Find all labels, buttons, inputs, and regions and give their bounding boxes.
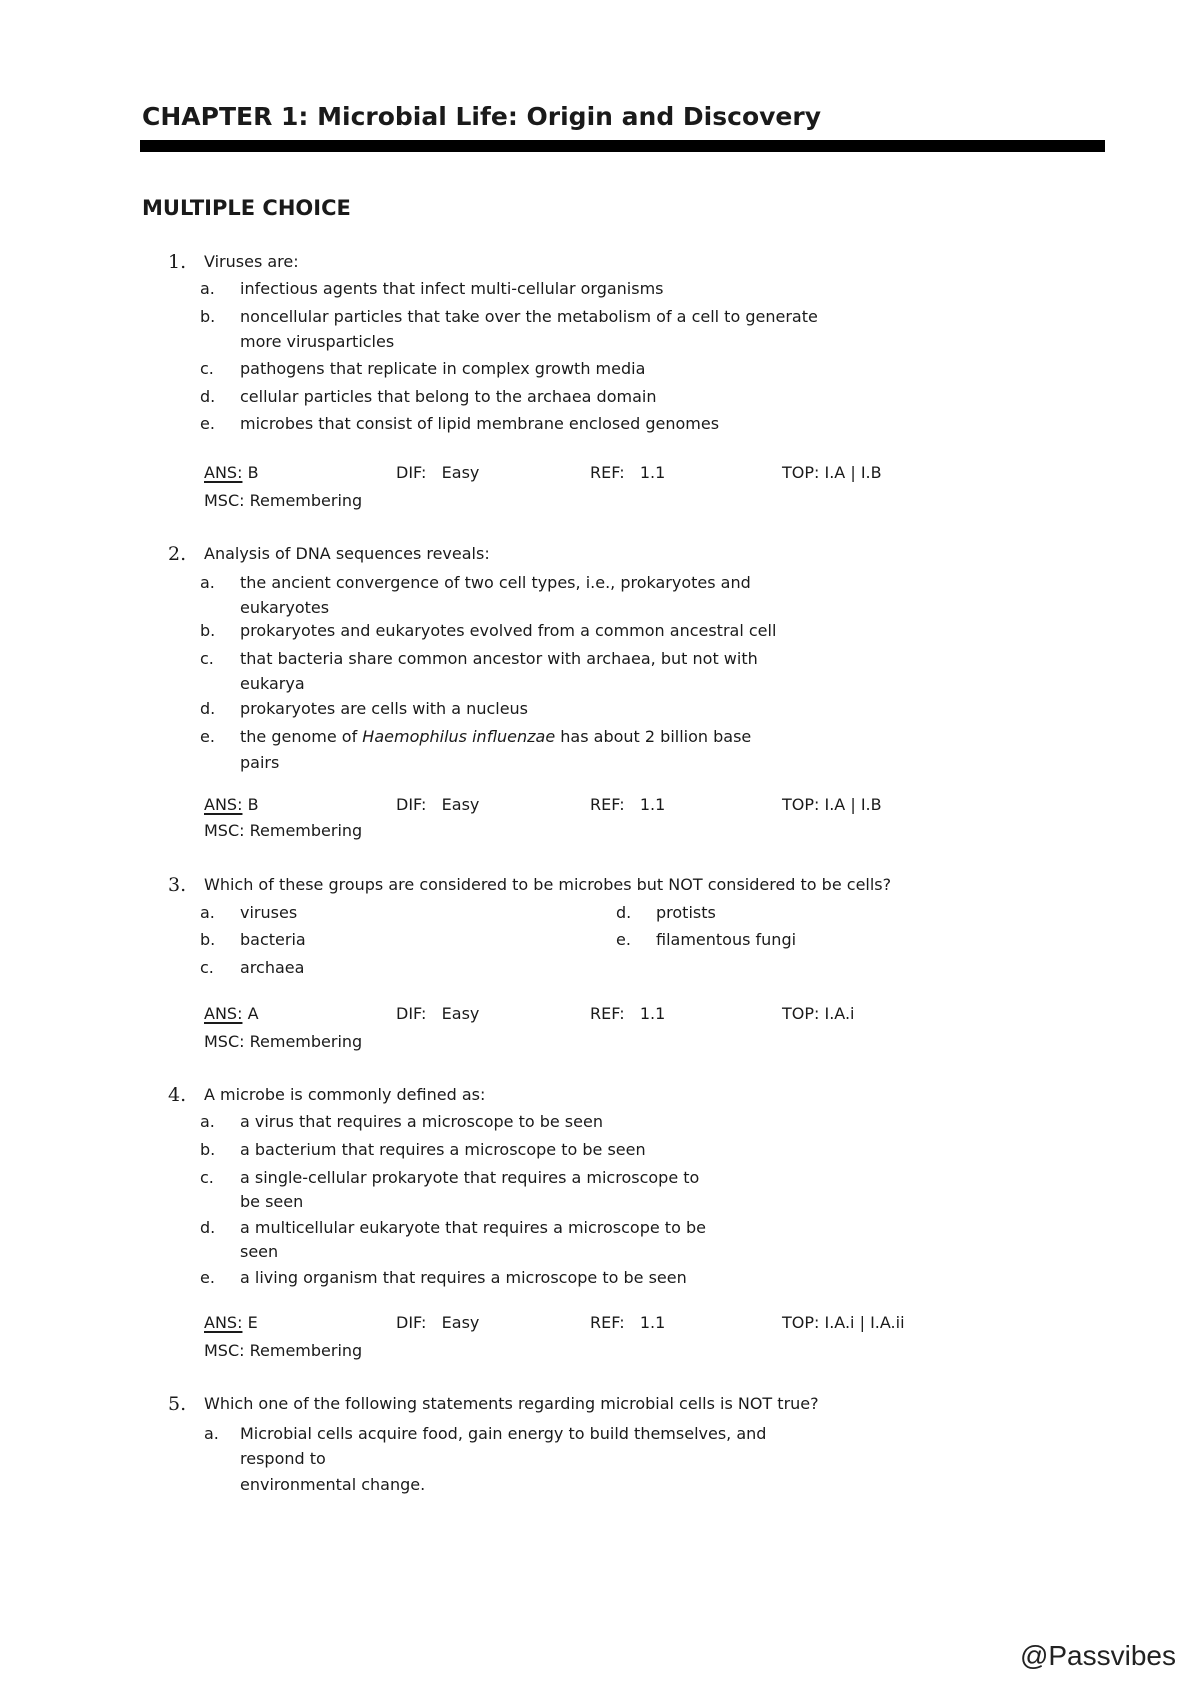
option-a-text: the ancient convergence of two cell types, i.e., prokaryotes and [240, 573, 751, 592]
difficulty: DIF: Easy [396, 1313, 480, 1332]
option-c-text: a single-cellular prokaryote that requires a microscope to [240, 1168, 700, 1187]
option-e-text: microbes that consist of lipid membrane enclosed genomes [240, 414, 720, 433]
option-letter: d. [200, 1218, 216, 1237]
reference: REF: 1.1 [590, 1004, 666, 1023]
option-letter: c. [200, 359, 214, 378]
section-heading: MULTIPLE CHOICE [142, 196, 351, 220]
option-a-text-cont: respond to [240, 1449, 326, 1468]
answer-key: ANS: A [204, 1004, 259, 1023]
reference: REF: 1.1 [590, 1313, 666, 1332]
question-stem: Which of these groups are considered to be microbes but NOT considered to be cells? [204, 875, 892, 894]
option-letter: d. [200, 387, 216, 406]
species-name: Haemophilus influenzae [362, 727, 556, 746]
option-letter: a. [204, 1424, 219, 1443]
msc-level: MSC: Remembering [204, 821, 363, 840]
option-d-text: protists [656, 903, 716, 922]
option-letter: b. [200, 307, 216, 326]
option-e-text-cont: pairs [240, 753, 280, 772]
reference: REF: 1.1 [590, 463, 666, 482]
option-letter: d. [616, 903, 632, 922]
option-a-text: Microbial cells acquire food, gain energy to build themselves, and [240, 1424, 767, 1443]
question-number: 5. [168, 1393, 187, 1415]
option-a-text: infectious agents that infect multi-cellular organisms [240, 279, 664, 298]
option-letter: b. [200, 621, 216, 640]
option-letter: e. [200, 727, 215, 746]
question-stem: Which one of the following statements regarding microbial cells is NOT true? [204, 1394, 819, 1413]
option-letter: a. [200, 573, 215, 592]
option-c-text: archaea [240, 958, 305, 977]
option-letter: c. [200, 649, 214, 668]
option-letter: b. [200, 1140, 216, 1159]
option-letter: a. [200, 1112, 215, 1131]
option-b-text: bacteria [240, 930, 306, 949]
option-letter: c. [200, 1168, 214, 1187]
msc-level: MSC: Remembering [204, 1032, 363, 1051]
option-a-text: viruses [240, 903, 298, 922]
option-e-text: a living organism that requires a microscope to be seen [240, 1268, 687, 1287]
answer-key: ANS: B [204, 463, 259, 482]
option-a-text-cont: environmental change. [240, 1475, 426, 1494]
msc-level: MSC: Remembering [204, 1341, 363, 1360]
topic: TOP: I.A.i | I.A.ii [782, 1313, 905, 1332]
msc-level: MSC: Remembering [204, 491, 363, 510]
question-stem: Analysis of DNA sequences reveals: [204, 544, 490, 563]
option-letter: e. [200, 1268, 215, 1287]
watermark-handle: @Passvibes [1019, 1640, 1176, 1671]
option-b-text-cont: more virusparticles [240, 332, 395, 351]
option-d-text: cellular particles that belong to the archaea domain [240, 387, 657, 406]
option-a-text-cont: eukaryotes [240, 598, 330, 617]
option-d-text: a multicellular eukaryote that requires a microscope to be [240, 1218, 706, 1237]
option-b-text: a bacterium that requires a microscope to be seen [240, 1140, 646, 1159]
option-letter: e. [200, 414, 215, 433]
option-c-text-cont: eukarya [240, 674, 305, 693]
title-rule [140, 140, 1105, 152]
difficulty: DIF: Easy [396, 463, 480, 482]
option-e-text: the genome of Haemophilus influenzae has about 2 billion base [240, 727, 752, 746]
topic: TOP: I.A | I.B [782, 463, 882, 482]
question-number: 4. [168, 1084, 187, 1106]
option-letter: b. [200, 930, 216, 949]
chapter-title: CHAPTER 1: Microbial Life: Origin and Discovery [142, 102, 821, 131]
option-c-text-cont: be seen [240, 1192, 304, 1211]
option-b-text: noncellular particles that take over the metabolism of a cell to generate [240, 307, 818, 326]
option-c-text: pathogens that replicate in complex growth media [240, 359, 646, 378]
topic: TOP: I.A.i [782, 1004, 855, 1023]
option-d-text-cont: seen [240, 1242, 279, 1261]
answer-key: ANS: B [204, 795, 259, 814]
option-b-text: prokaryotes and eukaryotes evolved from a common ancestral cell [240, 621, 777, 640]
option-letter: a. [200, 903, 215, 922]
option-a-text: a virus that requires a microscope to be seen [240, 1112, 603, 1131]
answer-key: ANS: E [204, 1313, 258, 1332]
question-stem: A microbe is commonly defined as: [204, 1085, 486, 1104]
option-letter: c. [200, 958, 214, 977]
option-letter: e. [616, 930, 631, 949]
question-number: 1. [168, 251, 187, 273]
difficulty: DIF: Easy [396, 795, 480, 814]
question-stem: Viruses are: [204, 252, 299, 271]
option-d-text: prokaryotes are cells with a nucleus [240, 699, 529, 718]
topic: TOP: I.A | I.B [782, 795, 882, 814]
question-number: 2. [168, 543, 187, 565]
question-number: 3. [168, 874, 187, 896]
option-letter: a. [200, 279, 215, 298]
difficulty: DIF: Easy [396, 1004, 480, 1023]
reference: REF: 1.1 [590, 795, 666, 814]
option-e-text: filamentous fungi [656, 930, 797, 949]
option-letter: d. [200, 699, 216, 718]
option-c-text: that bacteria share common ancestor with archaea, but not with [240, 649, 758, 668]
